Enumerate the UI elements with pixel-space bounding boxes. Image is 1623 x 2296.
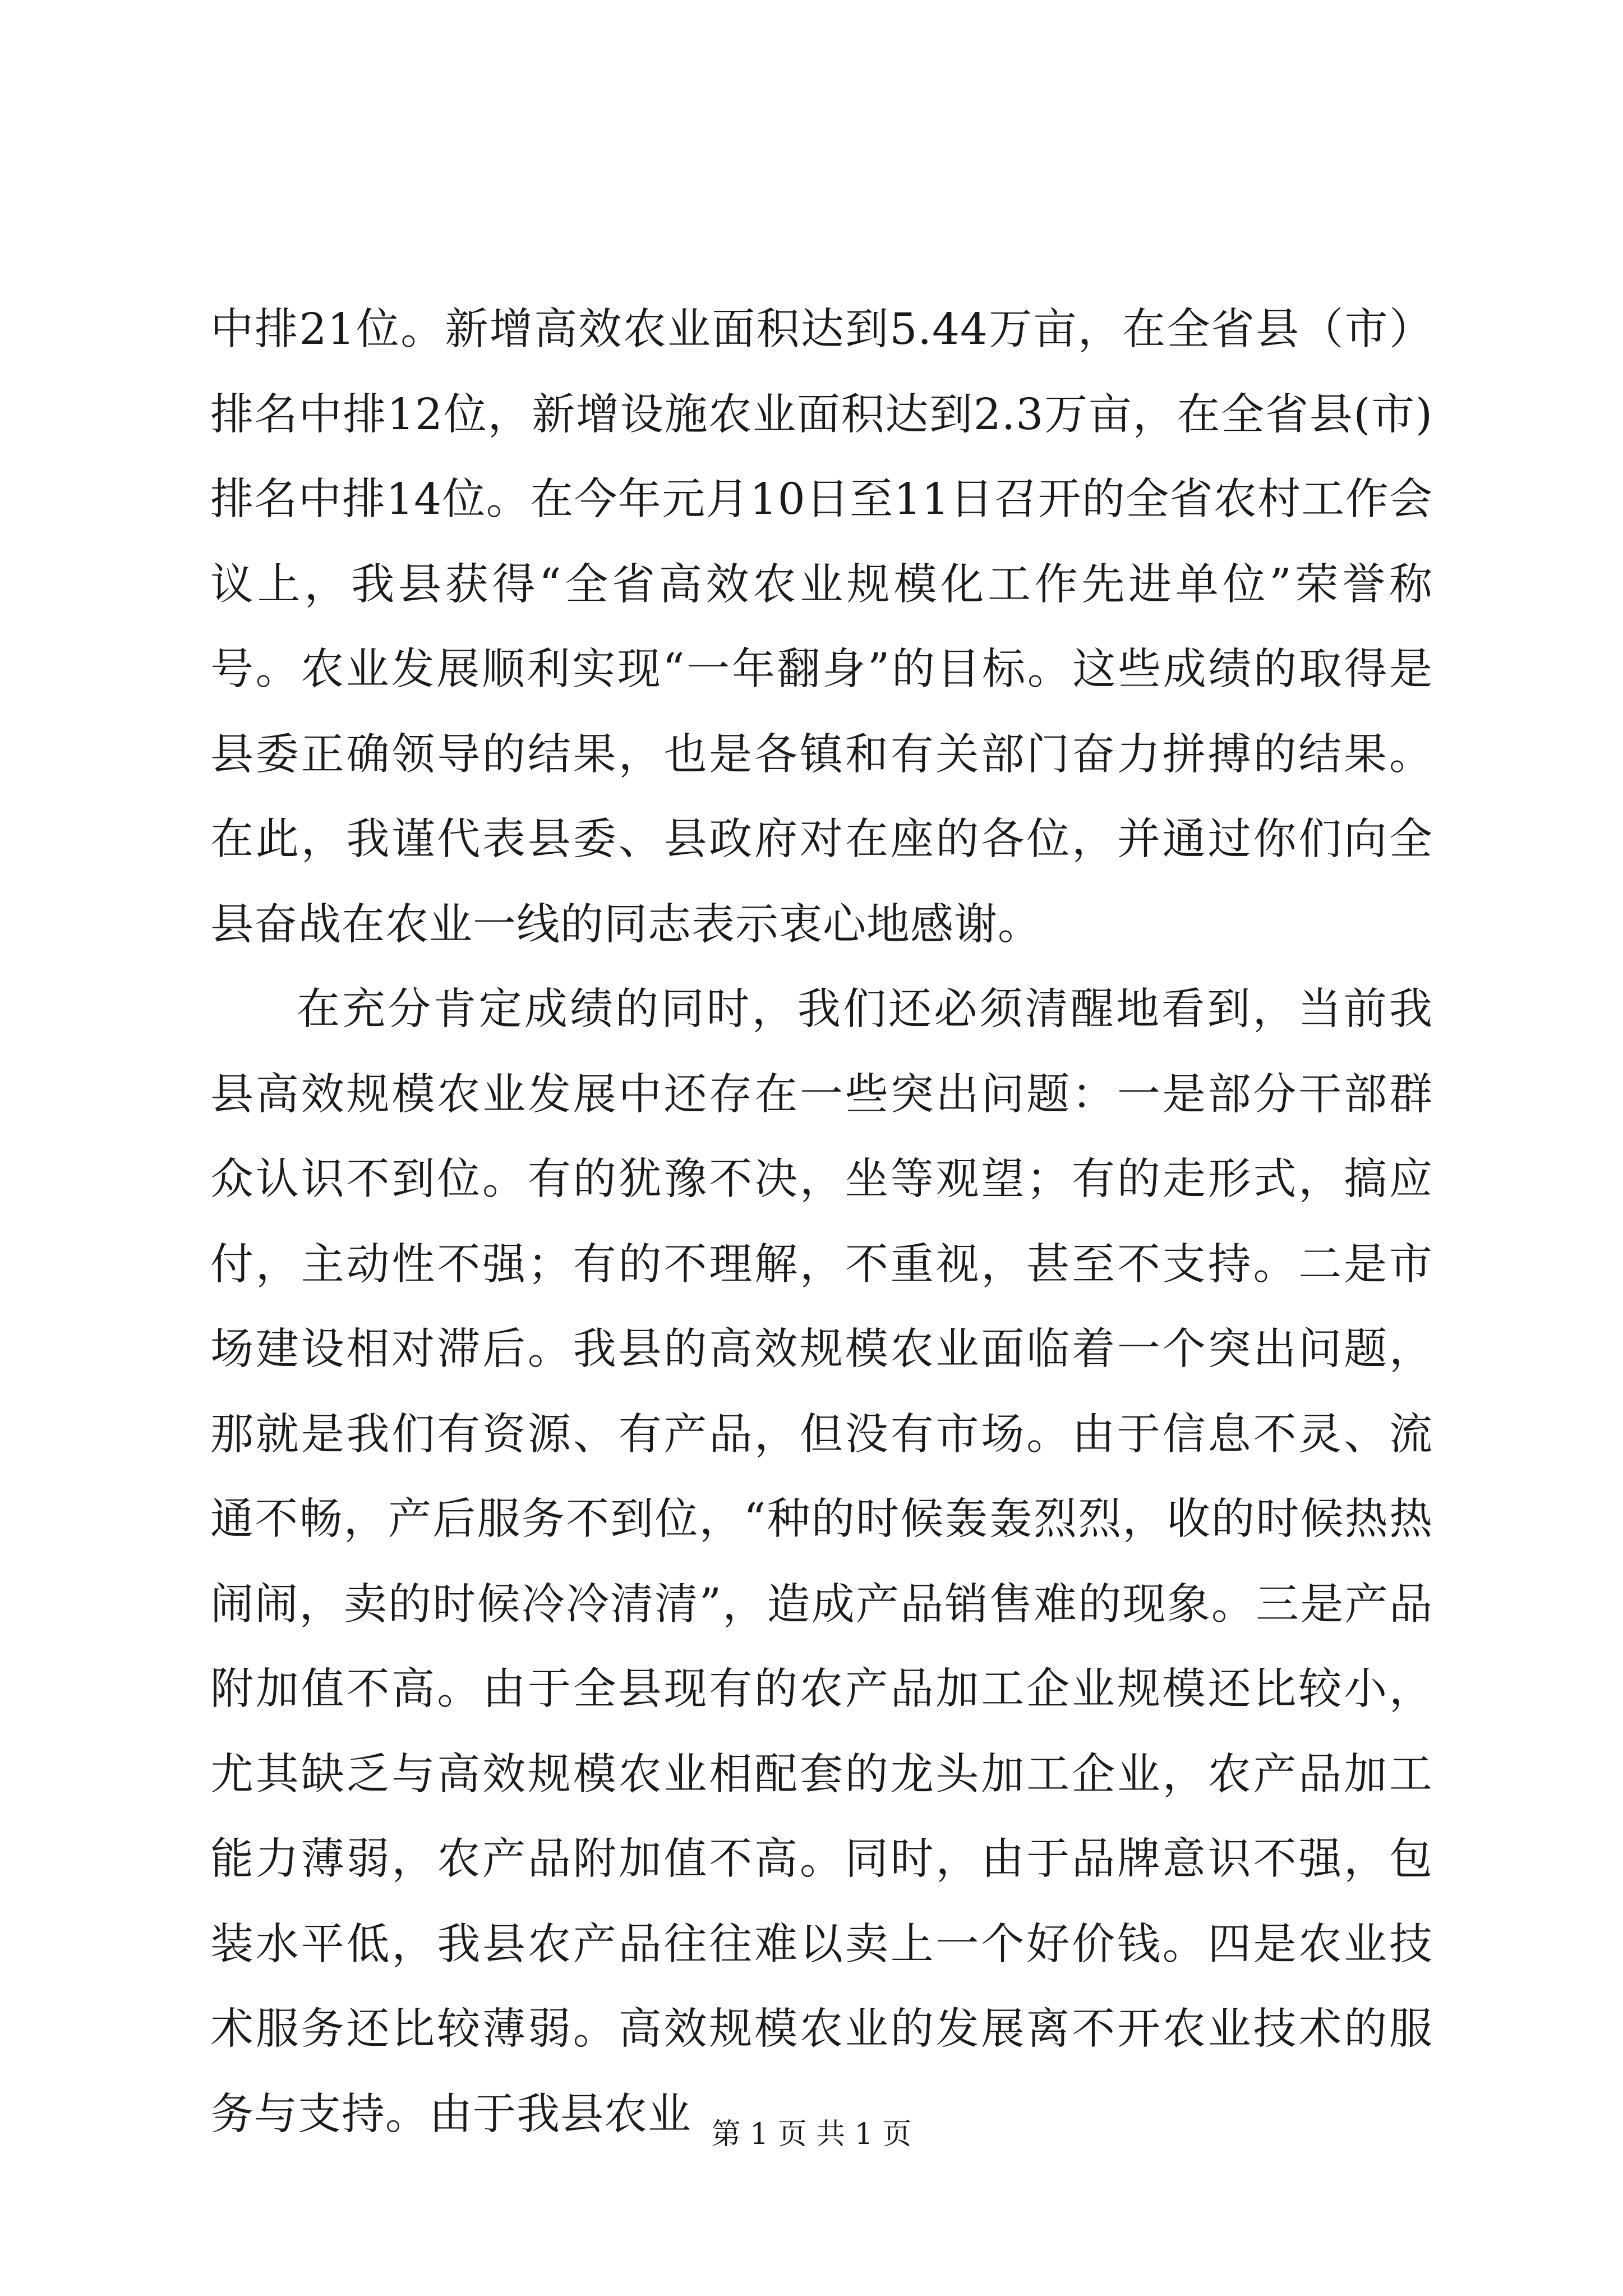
page-footer: 第 1 页 共 1 页 — [711, 2118, 912, 2151]
document-body — [210, 287, 1433, 2157]
paragraph-problems: 在充分肯定成绩的同时，我们还必须清醒地看到，当前我县高效规模农业发展中还存在一些突出问题：一是部分干部群众认识不到位。有的犹豫不决，坐等观望；有的走形式，搞应付，主动性不强；有的不理解，不重视，甚至不支持。二是市场建设相对滞后。我县的高效规模农业面临着一个突出问题，那就是我们有资源、有产品，但没有市场。由于信息不灵、流通不畅，产后服务不到位，“种的时候轰轰烈烈，收的时候热热闹闹，卖的时候冷冷清清”，造成产品销售难的现象。三是产品附加值不高。由于全县现有的农产品加工企业规模还比较小，尤其缺乏与高效规模农业相配套的龙头加工企业，农产品加工能力薄弱，农产品附加值不高。同时，由于品牌意识不强，包装水平低，我县农产品往往难以卖上一个好价钱。四是农业技术服务还比较薄弱。高效规模农业的发展离不开农业技术的服务与支持。由于我县农业 — [210, 984, 1433, 2139]
paragraph-continued: 中排21位。新增高效农业面积达到5.44万亩，在全省县（市）排名中排12位，新增设施农业面积达到2.3万亩，在全省县(市)排名中排14位。在今年元月10日至11日召开的全省农村工作会议上，我县获得“全省高效农业规模化工作先进单位”荣誉称号。农业发展顺利实现“一年翻身”的目标。这些成绩的取得是县委正确领导的结果，也是各镇和有关部门奋力拼搏的结果。在此，我谨代表县委、县政府对在座的各位，并通过你们向全县奋战在农业一线的同志表示衷心地感谢。 — [210, 305, 1433, 950]
